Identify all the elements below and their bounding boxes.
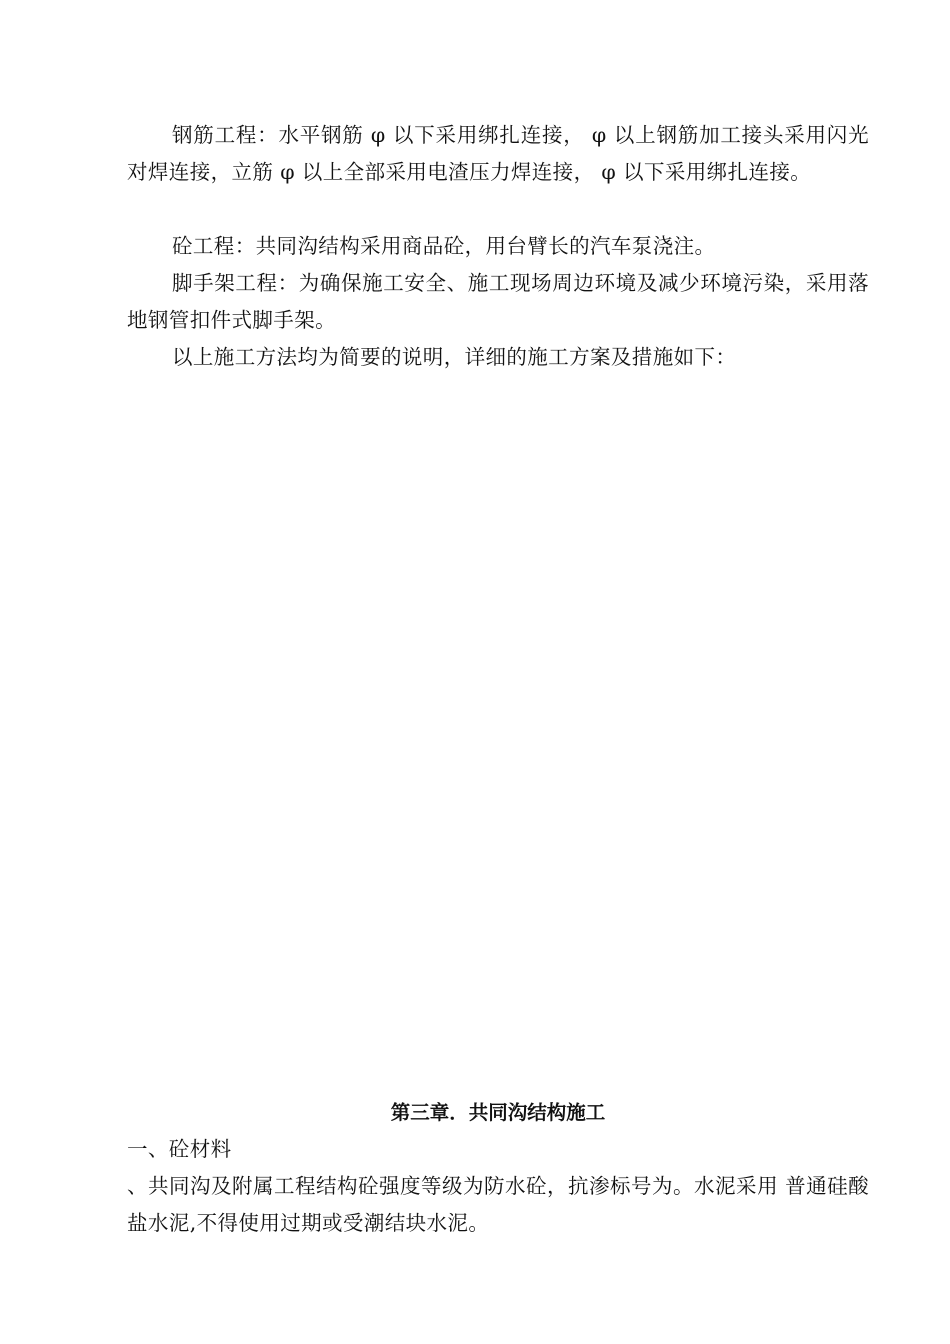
scaffold-paragraph: 脚手架工程：为确保施工安全、施工现场周边环境及减少环境污染，采用落地钢管扣件式脚手架。: [127, 271, 869, 332]
rebar-paragraph: 钢筋工程：水平钢筋 φ 以下采用绑扎连接， φ 以上钢筋加工接头采用闪光对焊连接，立筋 φ 以上全部采用电渣压力焊连接， φ 以下采用绑扎连接。: [127, 123, 869, 184]
material-paragraph: 、共同沟及附属工程结构砼强度等级为防水砼，抗渗标号为。水泥采用 普通硅酸盐水泥,不得使用过期或受潮结块水泥。: [127, 1174, 869, 1235]
summary-paragraph: 以上施工方法均为简要的说明，详细的施工方案及措施如下：: [172, 345, 737, 369]
chapter-title: 第三章．共同沟结构施工: [390, 1101, 606, 1124]
section-heading: 一、砼材料: [127, 1137, 232, 1161]
concrete-paragraph: 砼工程：共同沟结构采用商品砼，用台臂长的汽车泵浇注。: [172, 234, 716, 258]
